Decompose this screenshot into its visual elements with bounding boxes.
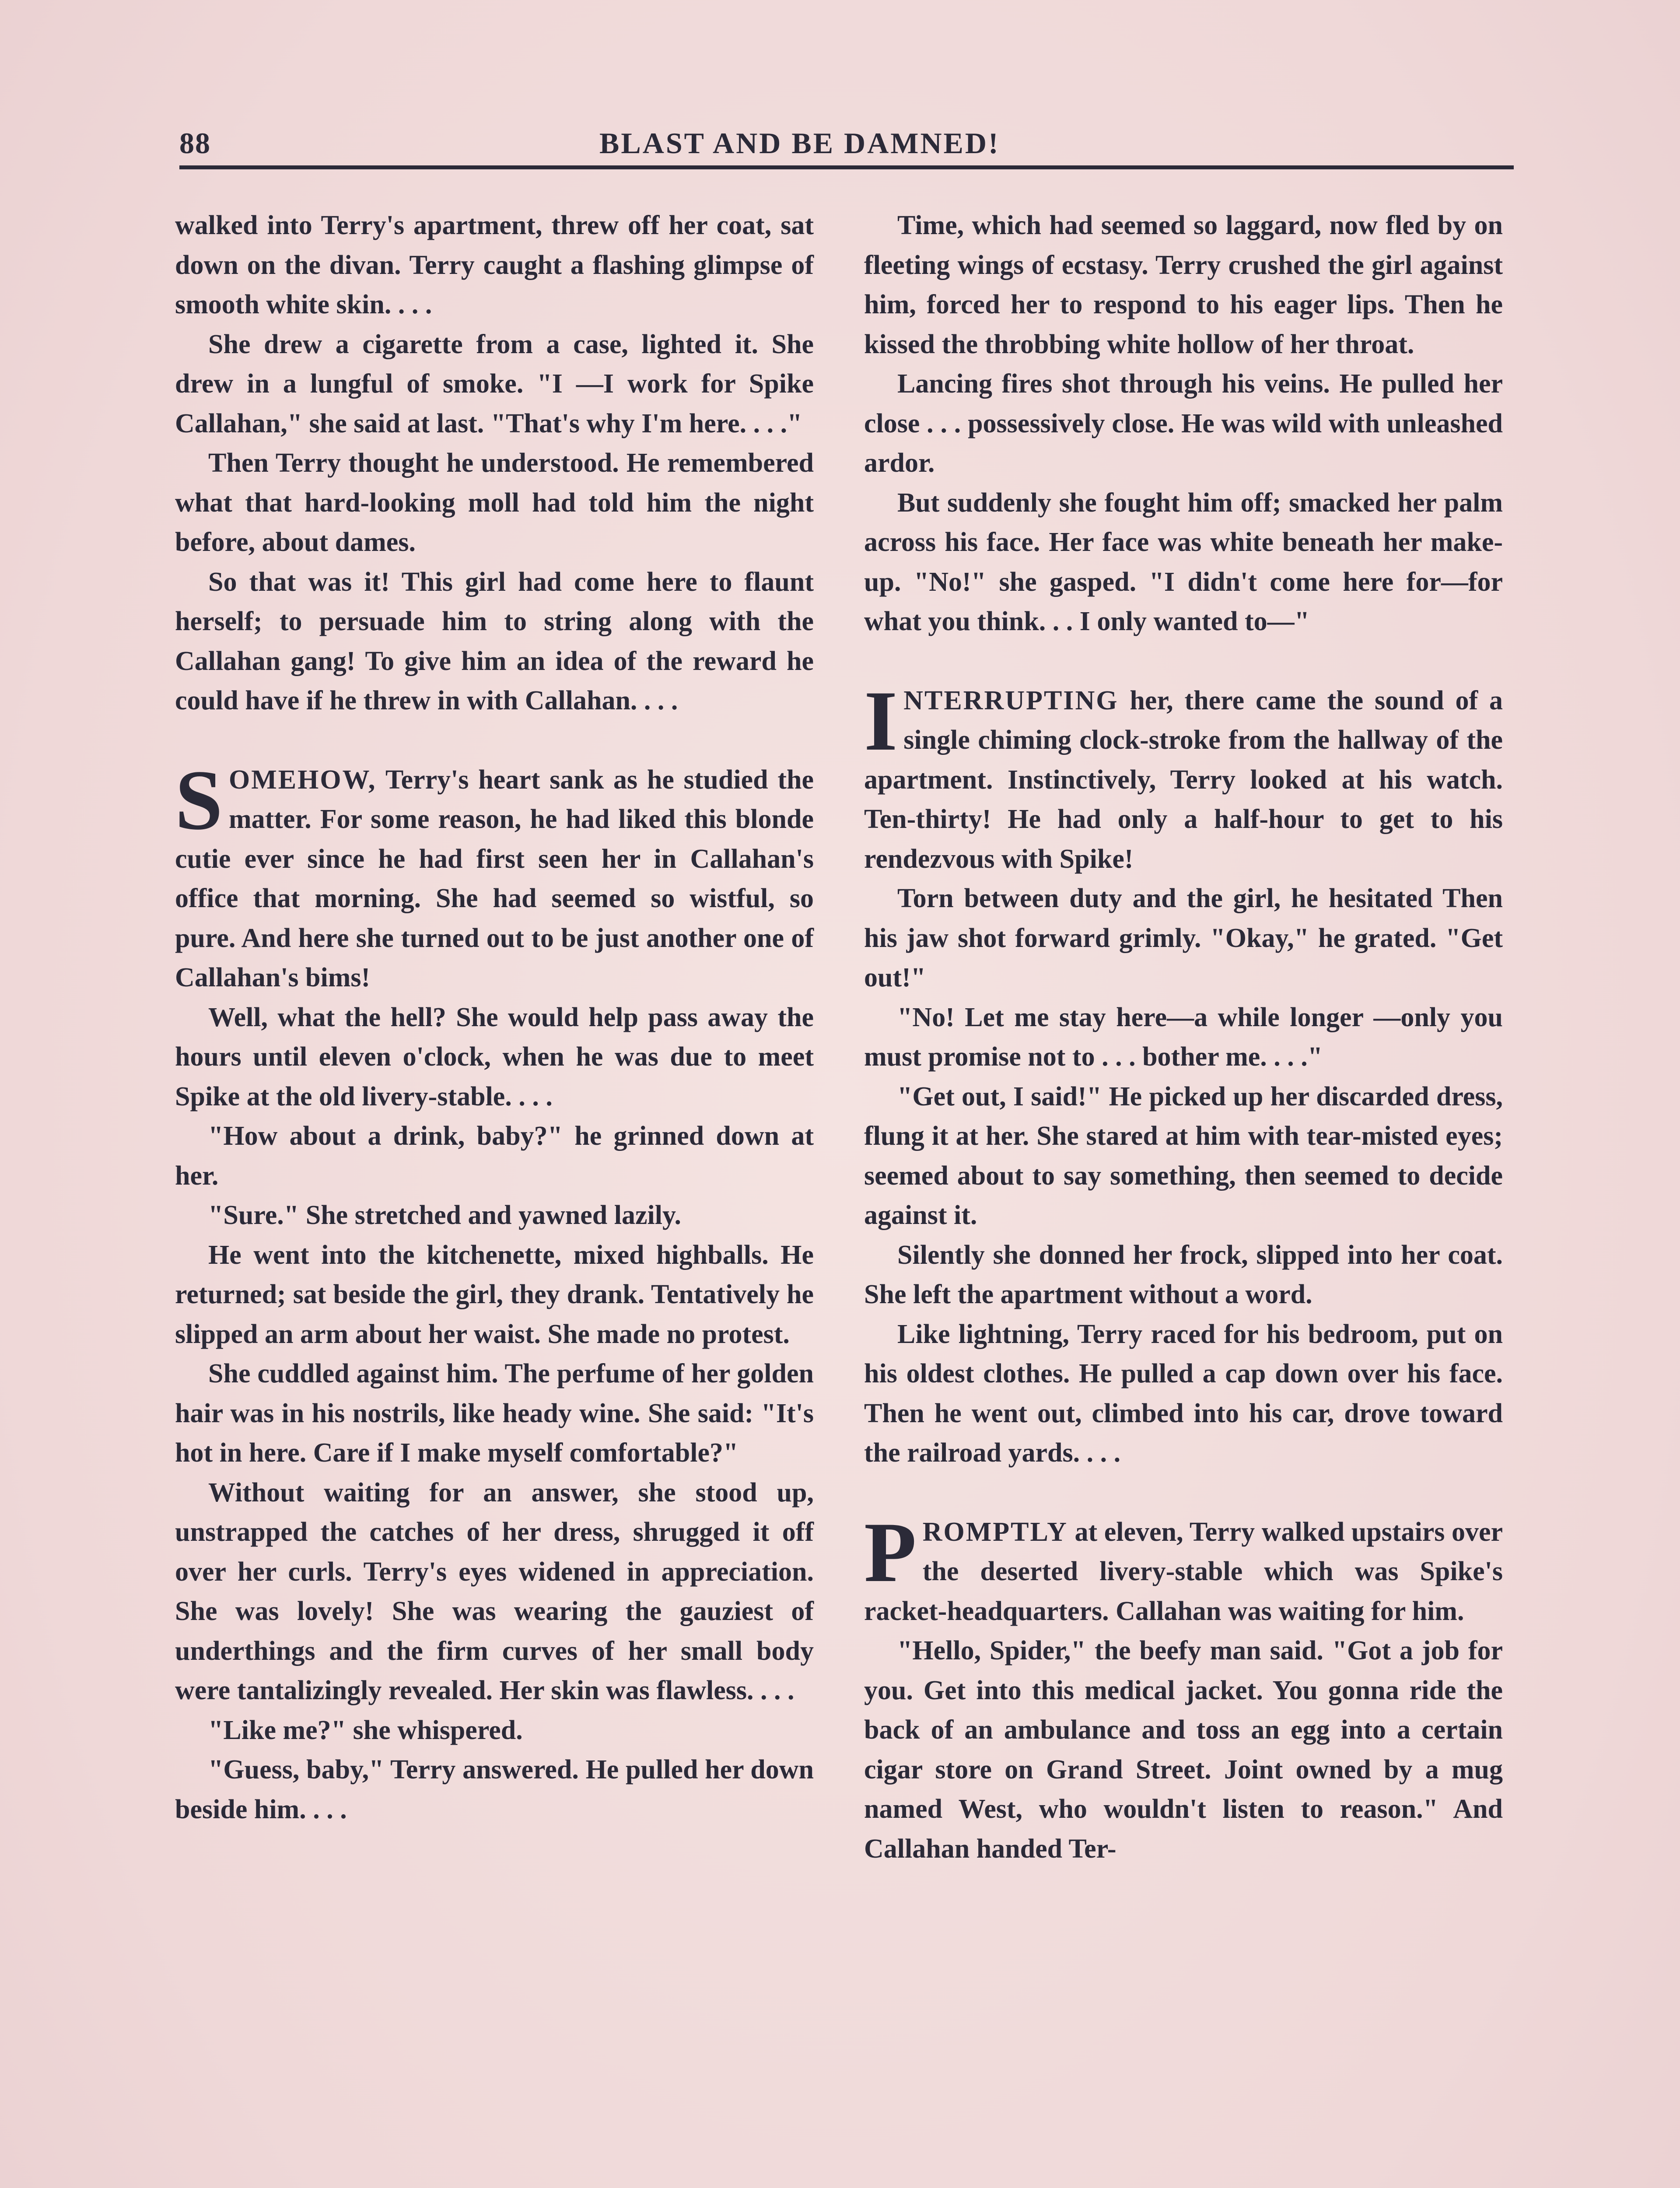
section-opening-paragraph (864, 673, 1503, 879)
drop-cap: I (864, 673, 898, 768)
running-title: BLAST AND BE DAMNED! (599, 126, 1000, 160)
small-caps-lead: ROMPTLY (922, 1517, 1068, 1547)
paragraph: "Sure." She stretched and yawned lazily. (208, 1200, 682, 1230)
section-break (864, 1473, 1503, 1512)
paragraph: "Get out, I said!" He picked up her discarded dress, flung it at her. She stared at him with tear-misted eyes; seemed about to say something, then seemed to decide against it. (864, 1081, 1503, 1230)
section-break (175, 721, 814, 760)
paragraph: Well, what the hell? She would help pass away the hours until eleven o'clock, when he was due to meet Spike at the old livery-stable. . . . (175, 1002, 814, 1112)
paragraph: He went into the kitchenette, mixed highballs. He returned; sat beside the girl, they drank. Tentatively he slipped an arm about her waist. She made no protest. (175, 1240, 814, 1349)
paragraph: Lancing fires shot through his veins. He pulled her close . . . possessively close. He was wild with unleashed ardor. (864, 369, 1503, 478)
paragraph: So that was it! This girl had come here to flaunt herself; to persuade him to string along with the Callahan gang! To give him an idea of the reward he could have if he threw in with Callahan. . . . (175, 567, 814, 715)
paragraph: But suddenly she fought him off; smacked her palm across his face. Her face was white beneath her make-up. "No!" she gasped. "I didn't come here for—for what you think. . . I only wanted to—" (864, 487, 1503, 636)
paragraph-text: at eleven, Terry walked upstairs over the deserted livery-stable which was Spike's racket-headquarters. Callahan was waiting for him. (864, 1517, 1503, 1626)
right-column (864, 206, 1503, 1869)
section-opening-paragraph (175, 752, 814, 998)
page-number: 88 (179, 126, 211, 160)
left-column (175, 206, 814, 1829)
paragraph-text: her, there came the sound of a single chiming clock-stroke from the hallway of the apartment. Instinctively, Terry looked at his watch. Ten-thirty! He had only a half-hour to get to his rendezvous with Spike! (864, 685, 1503, 874)
paragraph: "No! Let me stay here—a while longer —only you must promise not to . . . bother me. . . ." (864, 1002, 1503, 1072)
paragraph: Silently she donned her frock, slipped into her coat. She left the apartment without a word. (864, 1240, 1503, 1309)
paragraph: Without waiting for an answer, she stood up, unstrapped the catches of her dress, shrugged it off over her curls. Terry's eyes widened in appreciation. She was lovely! She was wearing the gauziest of underthings and the firm curves of her small body were tantalizingly revealed. Her skin was flawless. . . . (175, 1477, 814, 1705)
paragraph: "How about a drink, baby?" he grinned down at her. (175, 1121, 814, 1191)
paragraph: walked into Terry's apartment, threw off her coat, sat down on the divan. Terry caught a flashing glimpse of smooth white skin. . . . (175, 210, 814, 319)
paragraph: Time, which had seemed so laggard, now fled by on fleeting wings of ecstasy. Terry crushed the girl against him, forced her to respond to his eager lips. Then he kissed the throbbing white hollow of her throat. (864, 210, 1503, 359)
section-break (864, 642, 1503, 681)
header-rule (179, 165, 1514, 169)
paragraph: Then Terry thought he understood. He remembered what that hard-looking moll had told him the night before, about dames. (175, 448, 814, 557)
paragraph: Like lightning, Terry raced for his bedroom, put on his oldest clothes. He pulled a cap down over his face. Then he went out, climbed into his car, drove toward the railroad yards. . . . (864, 1319, 1503, 1468)
paragraph: "Like me?" she whispered. (208, 1715, 523, 1745)
small-caps-lead: OMEHOW, (229, 764, 377, 795)
section-opening-paragraph (864, 1504, 1503, 1631)
page-header (179, 117, 1514, 165)
paragraph-text: Terry's heart sank as he studied the matter. For some reason, he had liked this blonde cutie ever since he had first seen her in Callahan's office that morning. She had seemed so wistful, so pure. And here she turned out to be just another one of Callahan's bims! (175, 764, 814, 992)
paragraph: She drew a cigarette from a case, lighted it. She drew in a lungful of smoke. "I —I work for Spike Callahan," she said at last. "That's why I'm here. . . ." (175, 329, 814, 438)
paragraph: Torn between duty and the girl, he hesitated Then his jaw shot forward grimly. "Okay," he grated. "Get out!" (864, 884, 1503, 992)
paragraph: "Guess, baby," Terry answered. He pulled her down beside him. . . . (175, 1755, 814, 1824)
paragraph: She cuddled against him. The perfume of her golden hair was in his nostrils, like heady wine. She said: "It's hot in here. Care if I make myself comfortable?" (175, 1359, 814, 1468)
paragraph: "Hello, Spider," the beefy man said. "Got a job for you. Get into this medical jacket. You gonna ride the back of an ambulance and toss an egg into a certain cigar store on Grand Street. Joint owned by a mug named West, who wouldn't listen to reason." And Callahan handed Ter- (864, 1636, 1503, 1864)
drop-cap: P (864, 1504, 917, 1600)
small-caps-lead: NTERRUPTING (903, 685, 1119, 715)
drop-cap: S (175, 752, 223, 848)
